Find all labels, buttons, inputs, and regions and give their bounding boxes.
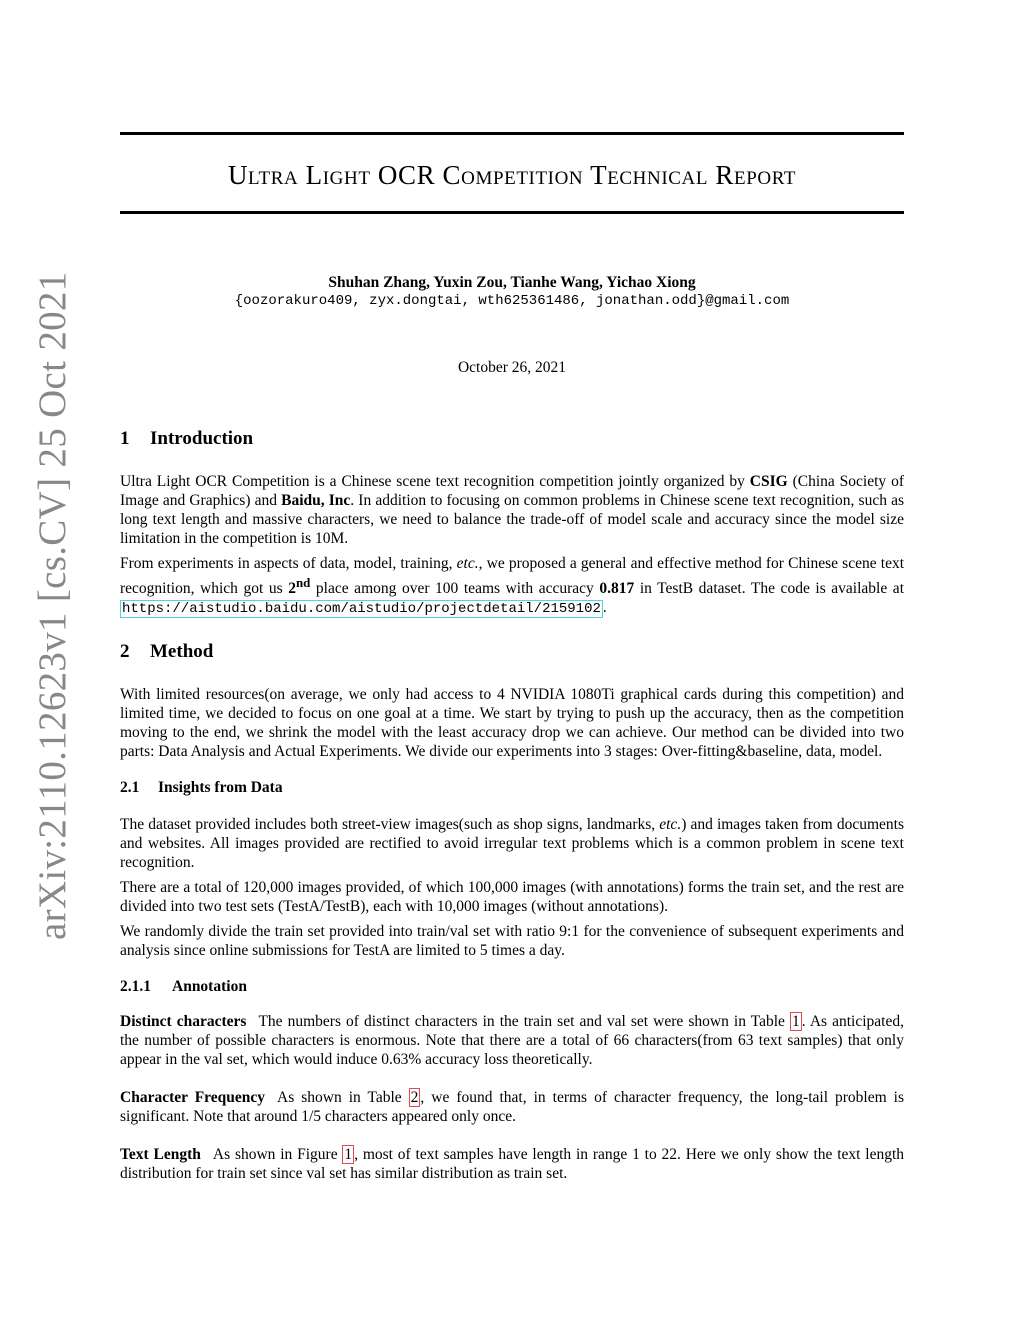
character-frequency-paragraph: Character Frequency As shown in Table 2 , we found that, in terms of character frequency, the long-tail problem is significant. Note that around 1/5 characters appeared only once. xyxy=(120,1089,904,1126)
author-emails: {oozorakuro409, zyx.dongtai, wth625361486, jonathan.odd}@gmail.com xyxy=(234,293,790,309)
subsection-title: Insights from Data xyxy=(158,779,283,797)
paper-body xyxy=(120,428,904,1189)
paper-title: Ultra Light OCR Competition Technical Report xyxy=(227,160,797,190)
arxiv-stamp: arXiv:2110.12623v1 [cs.CV] 25 Oct 2021 xyxy=(31,271,74,940)
table-ref-link[interactable]: 1 xyxy=(792,1013,800,1031)
section-number: 2 xyxy=(120,641,130,663)
figure-ref-link[interactable]: 1 xyxy=(344,1146,353,1164)
method-paragraph-1: With limited resources(on average, we only had access to 4 NVIDIA 1080Ti graphical cards during this competition) and limited time, we decided to focus on one goal at a time. We start by trying to push up the accuracy, then as the competition moving to the end, we shrink the model with the least accuracy drop we can achieve. Our method can be divided into two parts: Data Analysis and Actual Experiments. We divide our experiments into 3 stages: Over-fitting&baseline, data, model. xyxy=(120,686,904,761)
section-title: Method xyxy=(150,641,214,663)
subsubsection-title: Annotation xyxy=(172,978,247,996)
table-ref-link[interactable]: 2 xyxy=(410,1089,419,1107)
insights-paragraph-2: There are a total of 120,000 images provided, of which 100,000 images (with annotations) forms the train set, and the rest are divided into two test sets (TestA/TestB), each with 10,000 images (without annotations). xyxy=(120,879,904,916)
authors: Shuhan Zhang, Yuxin Zou, Tianhe Wang, Yichao Xiong xyxy=(328,274,696,291)
subsection-number: 2.1 xyxy=(120,779,140,797)
code-link[interactable]: https://aistudio.baidu.com/aistudio/projectdetail/2159102 xyxy=(122,601,601,618)
insights-paragraph-1: The dataset provided includes both street-view images(such as shop signs, landmarks, etc.) and images taken from documents and websites. All images provided are rectified to avoid irregular text problems which is a common problem in scene text recognition. xyxy=(120,816,904,872)
section-heading-method xyxy=(120,641,904,663)
section-number: 1 xyxy=(120,428,130,449)
section-heading-introduction xyxy=(120,428,904,450)
subsubsection-number: 2.1.1 xyxy=(120,978,151,996)
intro-paragraph-1: Ultra Light OCR Competition is a Chinese scene text recognition competition jointly organized by CSIG (China Society of Image and Graphics) and Baidu, Inc. In addition to focusing on common problems in Chinese scene text recognition, such as long text length and massive characters, we need to balance the trade-off of model scale and accuracy since the model size limitation in the competition is 10M. xyxy=(120,473,904,547)
title-rule-top xyxy=(120,132,904,135)
section-title: Introduction xyxy=(150,428,254,449)
intro-paragraph-2: From experiments in aspects of data, model, training, etc., we proposed a general and effective method for Chinese scene text recognition, which got us 2nd place among over 100 teams with accuracy 0.817 in TestB dataset. The code is available at https://aistudio.baidu.com/aistudio/projectdetail/2159102 . xyxy=(120,555,904,618)
text-length-paragraph: Text Length As shown in Figure 1 , most of text samples have length in range 1 to 22. Here we only show the text length distribution for train set since val set has similar distribution as train set. xyxy=(120,1146,905,1183)
distinct-characters-paragraph: Distinct characters The numbers of distinct characters in the train set and val set were shown in Table 1 . As anticipated, the number of possible characters is enormous. Note that there are a total of 66 characters(from 63 text samples) that only appear in the val set, which would induce 0.63% accuracy loss theoretically. xyxy=(120,1013,904,1069)
subsection-heading-insights xyxy=(120,779,904,797)
title-rule-bottom xyxy=(120,211,904,214)
subsubsection-heading-annotation xyxy=(120,978,904,996)
paper-date: October 26, 2021 xyxy=(457,359,567,376)
insights-paragraph-3: We randomly divide the train set provided into train/val set with ratio 9:1 for the convenience of subsequent experiments and analysis since online submissions for TestA are limited to 5 times a day. xyxy=(120,923,904,960)
